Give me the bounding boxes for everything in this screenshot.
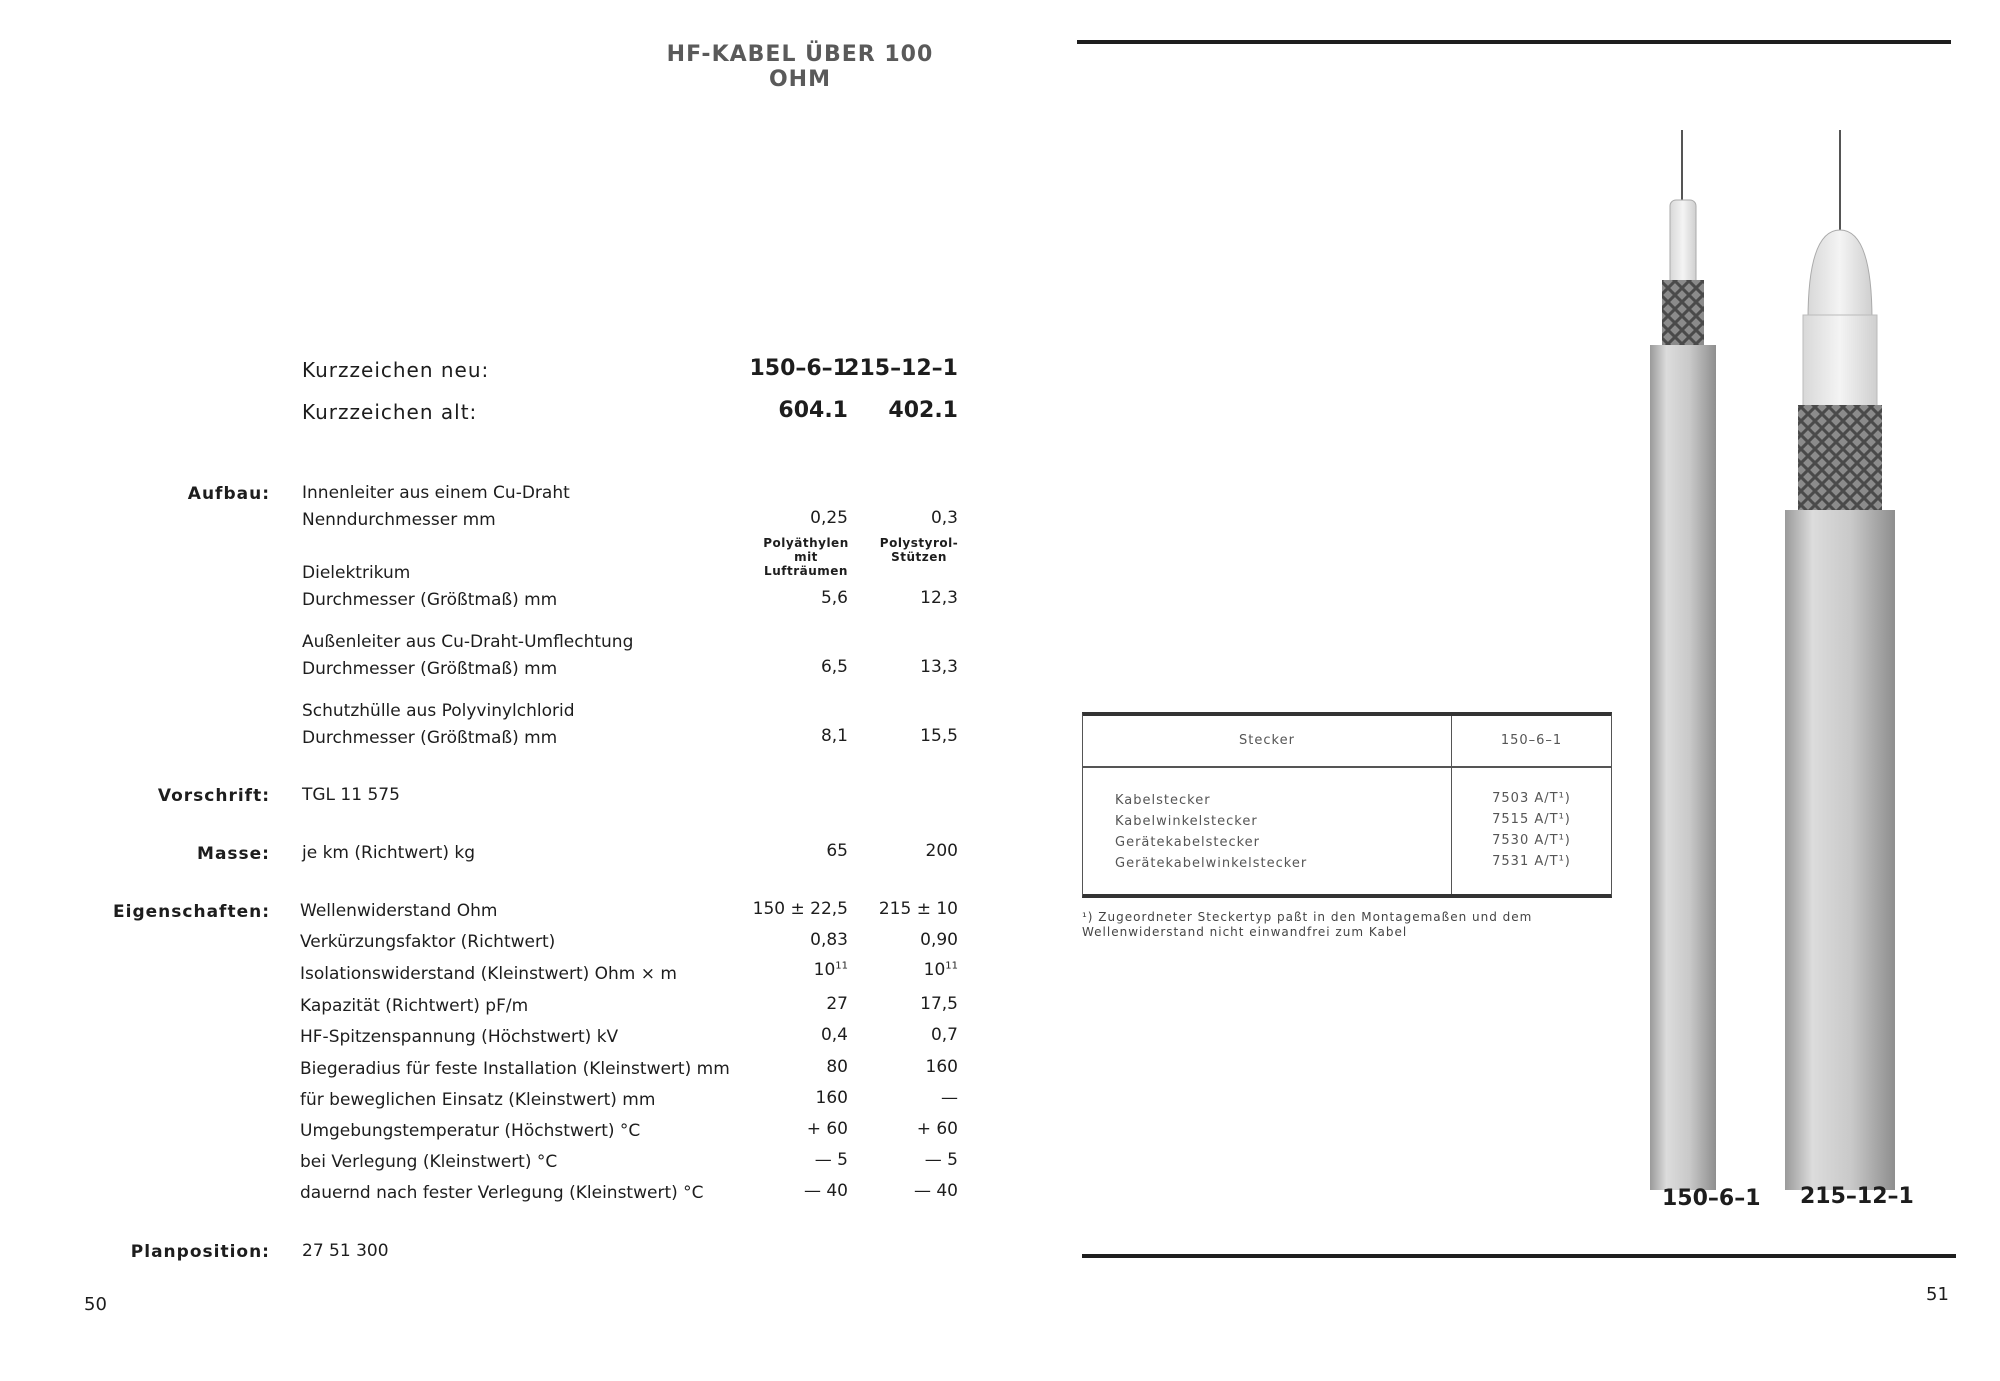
stecker-code-3: 7531 A/T¹) — [1492, 854, 1571, 869]
masse-label: Masse: — [197, 844, 270, 864]
kurzzeichen-alt-label: Kurzzeichen alt: — [302, 400, 478, 424]
eig-v2-4: 0,7 — [930, 1025, 958, 1045]
stecker-header-left: Stecker — [1239, 733, 1295, 748]
kurzzeichen-neu-2: 215–12–1 — [844, 356, 958, 381]
stecker-footnote: ¹) Zugeordneter Steckertyp paßt in den Montagemaßen und dem Wellenwiderstand nicht einwandfrei zum Kabel — [1082, 910, 1533, 939]
eig-v2-3: 17,5 — [920, 994, 958, 1014]
aussenleiter-text: Außenleiter aus Cu-Draht-Umflechtung — [302, 632, 634, 652]
cable-150-6-1-illustration — [1650, 130, 1716, 1190]
eig-text-1: Verkürzungsfaktor (Richtwert) — [300, 932, 556, 952]
planposition-label: Planposition: — [130, 1242, 270, 1262]
stecker-code-2: 7530 A/T¹) — [1492, 833, 1571, 848]
eig-v1-9: — 40 — [803, 1181, 848, 1201]
vorschrift-label: Vorschrift: — [157, 786, 270, 806]
eig-v1-5: 80 — [826, 1057, 848, 1077]
stecker-table — [1082, 712, 1612, 898]
eig-v1-2: $10^{11}$ — [813, 960, 848, 980]
schutzhuelle-durchmesser-text: Durchmesser (Größtmaß) mm — [302, 728, 558, 748]
eig-v2-7: + 60 — [916, 1119, 958, 1139]
stecker-name-0: Kabelstecker — [1115, 793, 1211, 808]
dielektrikum-durchmesser-text: Durchmesser (Größtmaß) mm — [302, 590, 558, 610]
dielektrikum-text: Dielektrikum — [302, 563, 411, 583]
stecker-name-1: Kabelwinkelstecker — [1115, 814, 1258, 829]
page-number-left: 50 — [84, 1294, 107, 1315]
eig-v2-0: 215 ± 10 — [878, 899, 958, 919]
eig-v2-1: 0,90 — [920, 930, 958, 950]
dielektrikum-type-2: Polystyrol- Stützen — [879, 536, 959, 564]
nenndurchmesser-val-1: 0,25 — [810, 508, 848, 528]
eig-text-4: HF-Spitzenspannung (Höchstwert) kV — [300, 1027, 619, 1047]
eig-v1-8: — 5 — [814, 1150, 848, 1170]
cable-215-12-1-illustration — [1785, 130, 1895, 1190]
kurzzeichen-neu-1: 150–6–1 — [749, 356, 848, 381]
page-title: HF-KABEL ÜBER 100 OHM — [666, 42, 934, 92]
cable-photo — [1640, 120, 1940, 1190]
eig-text-6: für beweglichen Einsatz (Kleinstwert) mm — [300, 1090, 656, 1110]
cable-label-2: 215–12–1 — [1800, 1184, 1914, 1209]
kurzzeichen-alt-1: 604.1 — [778, 398, 848, 423]
eig-text-0: Wellenwiderstand Ohm — [300, 901, 498, 921]
eig-v1-4: 0,4 — [820, 1025, 848, 1045]
innenleiter-text: Innenleiter aus einem Cu-Draht — [302, 483, 570, 503]
eig-v1-0: 150 ± 22,5 — [752, 899, 848, 919]
aufbau-label: Aufbau: — [187, 484, 270, 504]
eig-v1-1: 0,83 — [810, 930, 848, 950]
eig-v2-2: $10^{11}$ — [923, 960, 958, 980]
eig-v2-6: — — [941, 1088, 958, 1108]
cable-label-1: 150–6–1 — [1662, 1186, 1761, 1211]
nenndurchmesser-text: Nenndurchmesser mm — [302, 510, 496, 530]
stecker-code-0: 7503 A/T¹) — [1492, 791, 1571, 806]
stecker-header-right: 150–6–1 — [1500, 733, 1563, 748]
aussenleiter-val-2: 13,3 — [920, 657, 958, 677]
eig-text-7: Umgebungstemperatur (Höchstwert) °C — [300, 1121, 641, 1141]
aussenleiter-val-1: 6,5 — [820, 657, 848, 677]
planposition-value: 27 51 300 — [302, 1241, 389, 1261]
nenndurchmesser-val-2: 0,3 — [930, 508, 958, 528]
vorschrift-value: TGL 11 575 — [302, 785, 400, 805]
eig-v2-5: 160 — [925, 1057, 958, 1077]
masse-val-1: 65 — [826, 841, 848, 861]
dielektrikum-val-1: 5,6 — [820, 588, 848, 608]
eig-text-3: Kapazität (Richtwert) pF/m — [300, 996, 529, 1016]
eig-text-9: dauernd nach fester Verlegung (Kleinstwert) °C — [300, 1183, 704, 1203]
schutzhuelle-text: Schutzhülle aus Polyvinylchlorid — [302, 701, 575, 721]
eig-v1-3: 27 — [826, 994, 848, 1014]
eig-text-8: bei Verlegung (Kleinstwert) °C — [300, 1152, 558, 1172]
dielektrikum-type-1: Polyäthylen mit Lufträumen — [763, 536, 849, 578]
bottom-rule — [1082, 1254, 1956, 1258]
eig-text-2: Isolationswiderstand (Kleinstwert) Ohm × m — [300, 964, 677, 984]
eig-v1-7: + 60 — [806, 1119, 848, 1139]
stecker-name-2: Gerätekabelstecker — [1115, 835, 1261, 850]
eig-text-5: Biegeradius für feste Installation (Kleinstwert) mm — [300, 1059, 730, 1079]
schutzhuelle-val-2: 15,5 — [920, 726, 958, 746]
masse-val-2: 200 — [925, 841, 958, 861]
eig-v2-9: — 40 — [913, 1181, 958, 1201]
kurzzeichen-alt-2: 402.1 — [888, 398, 958, 423]
aussenleiter-durchmesser-text: Durchmesser (Größtmaß) mm — [302, 659, 558, 679]
masse-text: je km (Richtwert) kg — [302, 843, 476, 863]
stecker-code-1: 7515 A/T¹) — [1492, 812, 1571, 827]
dielektrikum-val-2: 12,3 — [920, 588, 958, 608]
stecker-name-3: Gerätekabelwinkelstecker — [1115, 856, 1308, 871]
top-rule — [1077, 40, 1951, 44]
schutzhuelle-val-1: 8,1 — [820, 726, 848, 746]
eigenschaften-label: Eigenschaften: — [113, 902, 270, 922]
eig-v1-6: 160 — [815, 1088, 848, 1108]
eig-v2-8: — 5 — [924, 1150, 958, 1170]
kurzzeichen-neu-label: Kurzzeichen neu: — [302, 358, 490, 382]
page-number-right: 51 — [1926, 1284, 1949, 1305]
